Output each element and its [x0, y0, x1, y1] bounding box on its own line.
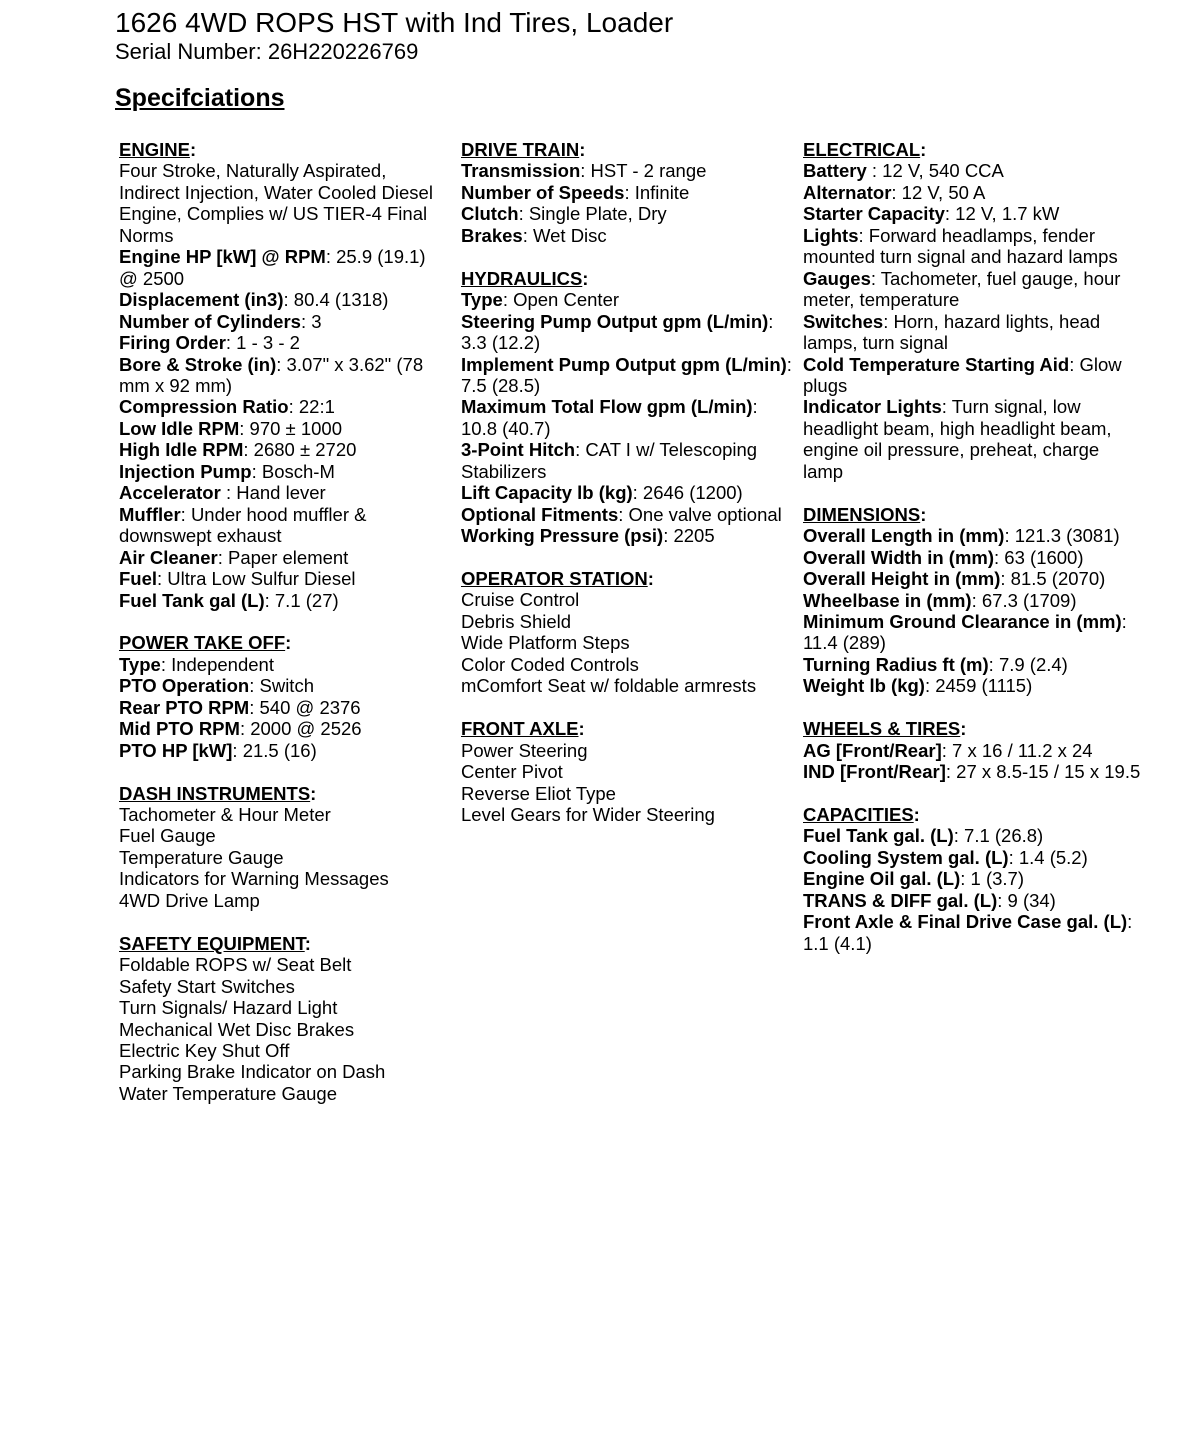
- spec-section-wheels-and-tires: [803, 718, 1141, 782]
- spec-line: [119, 1061, 449, 1082]
- spec-label: Compression Ratio: [119, 396, 289, 418]
- spec-line: [119, 697, 449, 718]
- spec-value: : 2000 @ 2526: [239, 718, 362, 740]
- spec-value: : Bosch-M: [251, 460, 335, 482]
- spec-label: Overall Width in (mm): [803, 546, 995, 568]
- spec-label: Injection Pump: [119, 460, 252, 482]
- spec-value: : 3.07" x 3.62" (78 mm x 92 mm): [119, 353, 424, 396]
- spec-label: Gauges: [803, 267, 871, 289]
- spec-line: [119, 868, 449, 889]
- spec-label: Switches: [803, 310, 884, 332]
- spec-line: [803, 890, 1141, 911]
- spec-label: Number of Speeds: [461, 181, 625, 203]
- spec-value: : 12 V, 50 A: [891, 181, 986, 203]
- spec-line: [803, 761, 1141, 782]
- spec-value: : Horn, hazard lights, head lamps, turn signal: [803, 310, 1101, 354]
- spec-label: Type: [461, 289, 503, 311]
- spec-value: : Single Plate, Dry: [518, 203, 667, 225]
- section-title-text: FRONT AXLE: [461, 718, 579, 740]
- spec-line: [461, 225, 793, 246]
- spec-line: [461, 203, 793, 224]
- spec-line: [803, 675, 1141, 696]
- section-title-text: SAFETY EQUIPMENT: [119, 932, 305, 954]
- spec-value: 4WD Drive Lamp: [119, 889, 260, 911]
- spec-line: [461, 289, 793, 310]
- spec-line: [803, 825, 1141, 846]
- spec-value: : 27 x 8.5-15 / 15 x 19.5: [945, 761, 1141, 783]
- spec-value: : 1 (3.7): [960, 868, 1024, 890]
- spec-value: : Open Center: [502, 289, 620, 311]
- spec-value: : Ultra Low Sulfur Diesel: [157, 568, 356, 590]
- spec-column-3: [803, 139, 1141, 954]
- spec-value: Parking Brake Indicator on Dash: [119, 1061, 386, 1083]
- spec-line: [119, 825, 449, 846]
- section-title: DRIVE TRAIN:: [461, 139, 586, 160]
- spec-label: Wheelbase in (mm): [803, 589, 972, 611]
- spec-value: Tachometer & Hour Meter: [119, 804, 331, 826]
- spec-line: [119, 1019, 449, 1040]
- spec-line: [461, 182, 793, 203]
- spec-section-operator-station: [461, 568, 793, 697]
- spec-value: : Tachometer, fuel gauge, hour meter, temperature: [803, 267, 1121, 311]
- spec-value: : 67.3 (1709): [971, 589, 1077, 611]
- spec-label: Overall Height in (mm): [803, 568, 1001, 590]
- spec-value: Indicators for Warning Messages: [119, 868, 389, 890]
- section-title-text: CAPACITIES: [803, 804, 914, 825]
- spec-value: : 11.4 (289): [803, 610, 1127, 654]
- section-title: SAFETY EQUIPMENT:: [119, 932, 311, 954]
- spec-line: [803, 611, 1141, 654]
- spec-value: : Under hood muffler & downswept exhaust: [119, 503, 367, 547]
- spec-line: [803, 547, 1141, 568]
- spec-value: : 970 ± 1000: [239, 417, 342, 439]
- spec-value: Four Stroke, Naturally Aspirated, Indirect Injection, Water Cooled Diesel Engine, Complies w/ US TIER-4 Final Norms: [119, 160, 433, 246]
- spec-label: Firing Order: [119, 332, 226, 354]
- spec-label: Air Cleaner: [119, 546, 218, 568]
- spec-line: [461, 654, 793, 675]
- spec-label: Fuel Tank gal (L): [119, 589, 265, 611]
- spec-line: [461, 804, 793, 825]
- spec-line: [119, 396, 449, 417]
- spec-line: [119, 675, 449, 696]
- spec-line: [461, 675, 793, 696]
- spec-value: : 1 - 3 - 2: [225, 332, 300, 354]
- spec-line: [119, 482, 449, 503]
- spec-label: Bore & Stroke (in): [119, 353, 277, 375]
- spec-section-safety-equipment: [119, 933, 449, 1105]
- spec-value: : 121.3 (3081): [1004, 525, 1120, 547]
- spec-value: : 2646 (1200): [632, 482, 743, 504]
- spec-line: [119, 332, 449, 353]
- spec-line: [461, 396, 793, 439]
- spec-label: Number of Cylinders: [119, 310, 301, 332]
- spec-value: : Turn signal, low headlight beam, high headlight beam, engine oil pressure, preheat, charge lamp: [803, 396, 1112, 482]
- spec-value: : 25.9 (19.1) @ 2500: [119, 246, 426, 289]
- spec-line: [119, 354, 449, 397]
- section-title: ENGINE:: [119, 139, 197, 160]
- spec-value: : 21.5 (16): [232, 739, 317, 761]
- spec-value: Level Gears for Wider Steering: [461, 804, 715, 825]
- spec-value: : 3.3 (12.2): [461, 310, 774, 354]
- spec-label: Implement Pump Output gpm (L/min): [461, 353, 787, 375]
- spec-line: [803, 654, 1141, 675]
- spec-value: : Forward headlamps, fender mounted turn signal and hazard lamps: [803, 224, 1118, 268]
- spec-value: Fuel Gauge: [119, 825, 216, 847]
- spec-label: PTO Operation: [119, 675, 250, 697]
- spec-section-power-take-off: [119, 632, 449, 761]
- spec-line: [119, 547, 449, 568]
- spec-section-drive-train: [461, 139, 793, 246]
- section-title: DASH INSTRUMENTS:: [119, 782, 317, 804]
- spec-value: : 7.1 (26.8): [953, 825, 1044, 847]
- spec-label: Cold Temperature Starting Aid: [803, 353, 1070, 375]
- spec-line: [119, 418, 449, 439]
- spec-label: Rear PTO RPM: [119, 696, 250, 718]
- spec-value: mComfort Seat w/ foldable armrests: [461, 675, 757, 697]
- spec-line: [119, 804, 449, 825]
- spec-value: : One valve optional: [618, 503, 782, 525]
- spec-value: : Wet Disc: [522, 224, 607, 246]
- spec-value: : CAT I w/ Telescoping Stabilizers: [461, 439, 758, 482]
- section-title-text: DRIVE TRAIN: [461, 139, 580, 160]
- spec-label: Indicator Lights: [803, 396, 942, 418]
- spec-label: Overall Length in (mm): [803, 525, 1005, 547]
- spec-label: Turning Radius ft (m): [803, 653, 989, 675]
- spec-label: Fuel Tank gal. (L): [803, 825, 954, 847]
- spec-value: : 12 V, 1.7 kW: [944, 203, 1060, 225]
- section-title: DIMENSIONS:: [803, 503, 927, 525]
- spec-value: : 540 @ 2376: [249, 696, 361, 718]
- spec-line: [119, 590, 449, 611]
- spec-label: High Idle RPM: [119, 439, 244, 461]
- spec-label: Weight lb (kg): [803, 675, 925, 697]
- spec-label: Accelerator: [119, 482, 221, 504]
- specifications-heading: Specifciations: [115, 84, 285, 112]
- spec-section-dimensions: [803, 504, 1141, 697]
- spec-section-engine: [119, 139, 449, 611]
- spec-section-electrical: [803, 139, 1141, 482]
- spec-line: [119, 461, 449, 482]
- spec-line: [461, 439, 793, 482]
- section-title: HYDRAULICS:: [461, 267, 589, 289]
- spec-line: [803, 911, 1141, 954]
- spec-label: Clutch: [461, 203, 519, 225]
- section-title-text: ENGINE: [119, 139, 190, 160]
- spec-value: : 2680 ± 2720: [243, 439, 357, 461]
- spec-line: [803, 847, 1141, 868]
- spec-label: Alternator: [803, 181, 892, 203]
- spec-column-1: [119, 139, 449, 1104]
- spec-value: : HST - 2 range: [580, 160, 707, 182]
- spec-label: 3-Point Hitch: [461, 439, 576, 461]
- spec-value: : 7.5 (28.5): [461, 353, 792, 396]
- spec-value: : Hand lever: [220, 482, 326, 504]
- spec-line: [119, 997, 449, 1018]
- spec-line: [461, 740, 793, 761]
- section-title: OPERATOR STATION:: [461, 568, 654, 590]
- spec-value: : 12 V, 540 CCA: [866, 160, 1004, 182]
- section-title-text: ELECTRICAL: [803, 139, 921, 160]
- spec-value: : Switch: [249, 675, 314, 697]
- section-title: CAPACITIES:: [803, 804, 920, 825]
- spec-value: Safety Start Switches: [119, 975, 295, 997]
- spec-line: [461, 504, 793, 525]
- spec-line: [119, 160, 449, 246]
- spec-line: [461, 482, 793, 503]
- spec-line: [803, 868, 1141, 889]
- spec-line: [119, 1040, 449, 1061]
- spec-line: [803, 225, 1141, 268]
- spec-value: Debris Shield: [461, 610, 572, 632]
- spec-line: [803, 354, 1141, 397]
- spec-label: Engine HP [kW] @ RPM: [119, 246, 326, 268]
- spec-line: [803, 525, 1141, 546]
- section-title-text: HYDRAULICS: [461, 267, 583, 289]
- spec-label: Cooling System gal. (L): [803, 846, 1009, 868]
- spec-label: Working Pressure (psi): [461, 525, 664, 547]
- spec-value: : 63 (1600): [994, 546, 1084, 568]
- spec-value: : Glow plugs: [803, 353, 1122, 396]
- spec-value: : 3: [300, 310, 322, 332]
- spec-value: : 81.5 (2070): [1000, 568, 1106, 590]
- section-title: POWER TAKE OFF:: [119, 632, 292, 654]
- spec-label: Displacement (in3): [119, 289, 284, 311]
- section-title: WHEELS & TIRES:: [803, 718, 967, 740]
- spec-value: : 22:1: [288, 396, 335, 418]
- spec-line: [803, 182, 1141, 203]
- spec-label: Mid PTO RPM: [119, 718, 240, 740]
- spec-label: Transmission: [461, 160, 581, 182]
- serial-number: Serial Number: 26H220226769: [115, 39, 419, 64]
- spec-line: [119, 246, 449, 289]
- spec-value: : 80.4 (1318): [283, 289, 389, 311]
- spec-value: Turn Signals/ Hazard Light: [119, 997, 338, 1019]
- spec-label: Optional Fitments: [461, 503, 619, 525]
- spec-line: [461, 611, 793, 632]
- spec-line: [461, 761, 793, 782]
- spec-line: [119, 439, 449, 460]
- spec-line: [803, 203, 1141, 224]
- spec-section-hydraulics: [461, 268, 793, 547]
- spec-line: [461, 160, 793, 181]
- spec-value: : 2205: [663, 525, 715, 547]
- spec-value: : 10.8 (40.7): [461, 396, 758, 439]
- section-title-text: OPERATOR STATION: [461, 568, 648, 590]
- spec-line: [119, 718, 449, 739]
- spec-line: [119, 954, 449, 975]
- spec-line: [119, 568, 449, 589]
- spec-value: : Paper element: [217, 546, 349, 568]
- spec-line: [461, 354, 793, 397]
- spec-section-capacities: [803, 804, 1141, 954]
- spec-line: [803, 268, 1141, 311]
- spec-label: Starter Capacity: [803, 203, 945, 225]
- spec-line: [119, 311, 449, 332]
- spec-value: : 7 x 16 / 11.2 x 24: [941, 739, 1093, 761]
- spec-value: : 2459 (1115): [924, 675, 1033, 697]
- spec-value: Center Pivot: [461, 761, 563, 783]
- spec-label: Engine Oil gal. (L): [803, 868, 961, 890]
- section-title-text: POWER TAKE OFF: [119, 632, 286, 654]
- spec-value: : 1.1 (4.1): [803, 911, 1133, 954]
- spec-value: : 7.9 (2.4): [988, 653, 1068, 675]
- section-title: FRONT AXLE:: [461, 718, 585, 740]
- section-title: ELECTRICAL:: [803, 139, 927, 160]
- spec-value: Mechanical Wet Disc Brakes: [119, 1018, 355, 1040]
- spec-value: Reverse Eliot Type: [461, 782, 616, 804]
- spec-line: [119, 976, 449, 997]
- spec-line: [119, 890, 449, 911]
- spec-line: [461, 525, 793, 546]
- spec-line: [119, 289, 449, 310]
- spec-value: Wide Platform Steps: [461, 632, 630, 654]
- spec-value: : 9 (34): [997, 889, 1056, 911]
- spec-line: [461, 632, 793, 653]
- spec-line: [119, 847, 449, 868]
- spec-line: [461, 783, 793, 804]
- spec-line: [803, 568, 1141, 589]
- spec-label: Lights: [803, 224, 859, 246]
- spec-value: : 1.4 (5.2): [1008, 846, 1088, 868]
- document-title: 1626 4WD ROPS HST with Ind Tires, Loader: [115, 7, 674, 38]
- section-title-text: WHEELS & TIRES: [803, 718, 961, 740]
- section-title-text: DASH INSTRUMENTS: [119, 782, 311, 804]
- spec-label: Front Axle & Final Drive Case gal. (L): [803, 911, 1128, 933]
- spec-line: [803, 590, 1141, 611]
- spec-label: IND [Front/Rear]: [803, 761, 946, 783]
- spec-label: Maximum Total Flow gpm (L/min): [461, 396, 753, 418]
- spec-line: [119, 654, 449, 675]
- spec-label: Low Idle RPM: [119, 417, 240, 439]
- spec-label: AG [Front/Rear]: [803, 739, 942, 761]
- spec-line: [119, 504, 449, 547]
- spec-label: Type: [119, 653, 161, 675]
- spec-line: [119, 1083, 449, 1104]
- spec-value: : 7.1 (27): [264, 589, 339, 611]
- spec-label: Lift Capacity lb (kg): [461, 482, 633, 504]
- spec-value: Foldable ROPS w/ Seat Belt: [119, 954, 352, 976]
- section-title-text: DIMENSIONS: [803, 503, 921, 525]
- spec-section-dash-instruments: [119, 783, 449, 912]
- spec-value: : Independent: [160, 653, 274, 675]
- spec-value: Electric Key Shut Off: [119, 1039, 290, 1061]
- spec-label: Steering Pump Output gpm (L/min): [461, 310, 769, 332]
- spec-label: Battery: [803, 160, 867, 182]
- spec-value: Color Coded Controls: [461, 653, 639, 675]
- spec-line: [461, 311, 793, 354]
- spec-line: [803, 160, 1141, 181]
- spec-line: [803, 311, 1141, 354]
- spec-label: TRANS & DIFF gal. (L): [803, 889, 998, 911]
- spec-label: Fuel: [119, 568, 158, 590]
- spec-label: Muffler: [119, 503, 181, 525]
- spec-value: Water Temperature Gauge: [119, 1082, 337, 1104]
- spec-column-2: [461, 139, 793, 825]
- spec-label: PTO HP [kW]: [119, 739, 233, 761]
- spec-line: [803, 396, 1141, 482]
- spec-value: : Infinite: [624, 181, 690, 203]
- spec-line: [803, 740, 1141, 761]
- spec-line: [461, 589, 793, 610]
- spec-value: Power Steering: [461, 739, 588, 761]
- spec-section-front-axle: [461, 718, 793, 825]
- spec-value: Temperature Gauge: [119, 846, 284, 868]
- spec-label: Brakes: [461, 224, 523, 246]
- spec-value: Cruise Control: [461, 589, 580, 611]
- spec-line: [119, 740, 449, 761]
- spec-label: Minimum Ground Clearance in (mm): [803, 610, 1122, 632]
